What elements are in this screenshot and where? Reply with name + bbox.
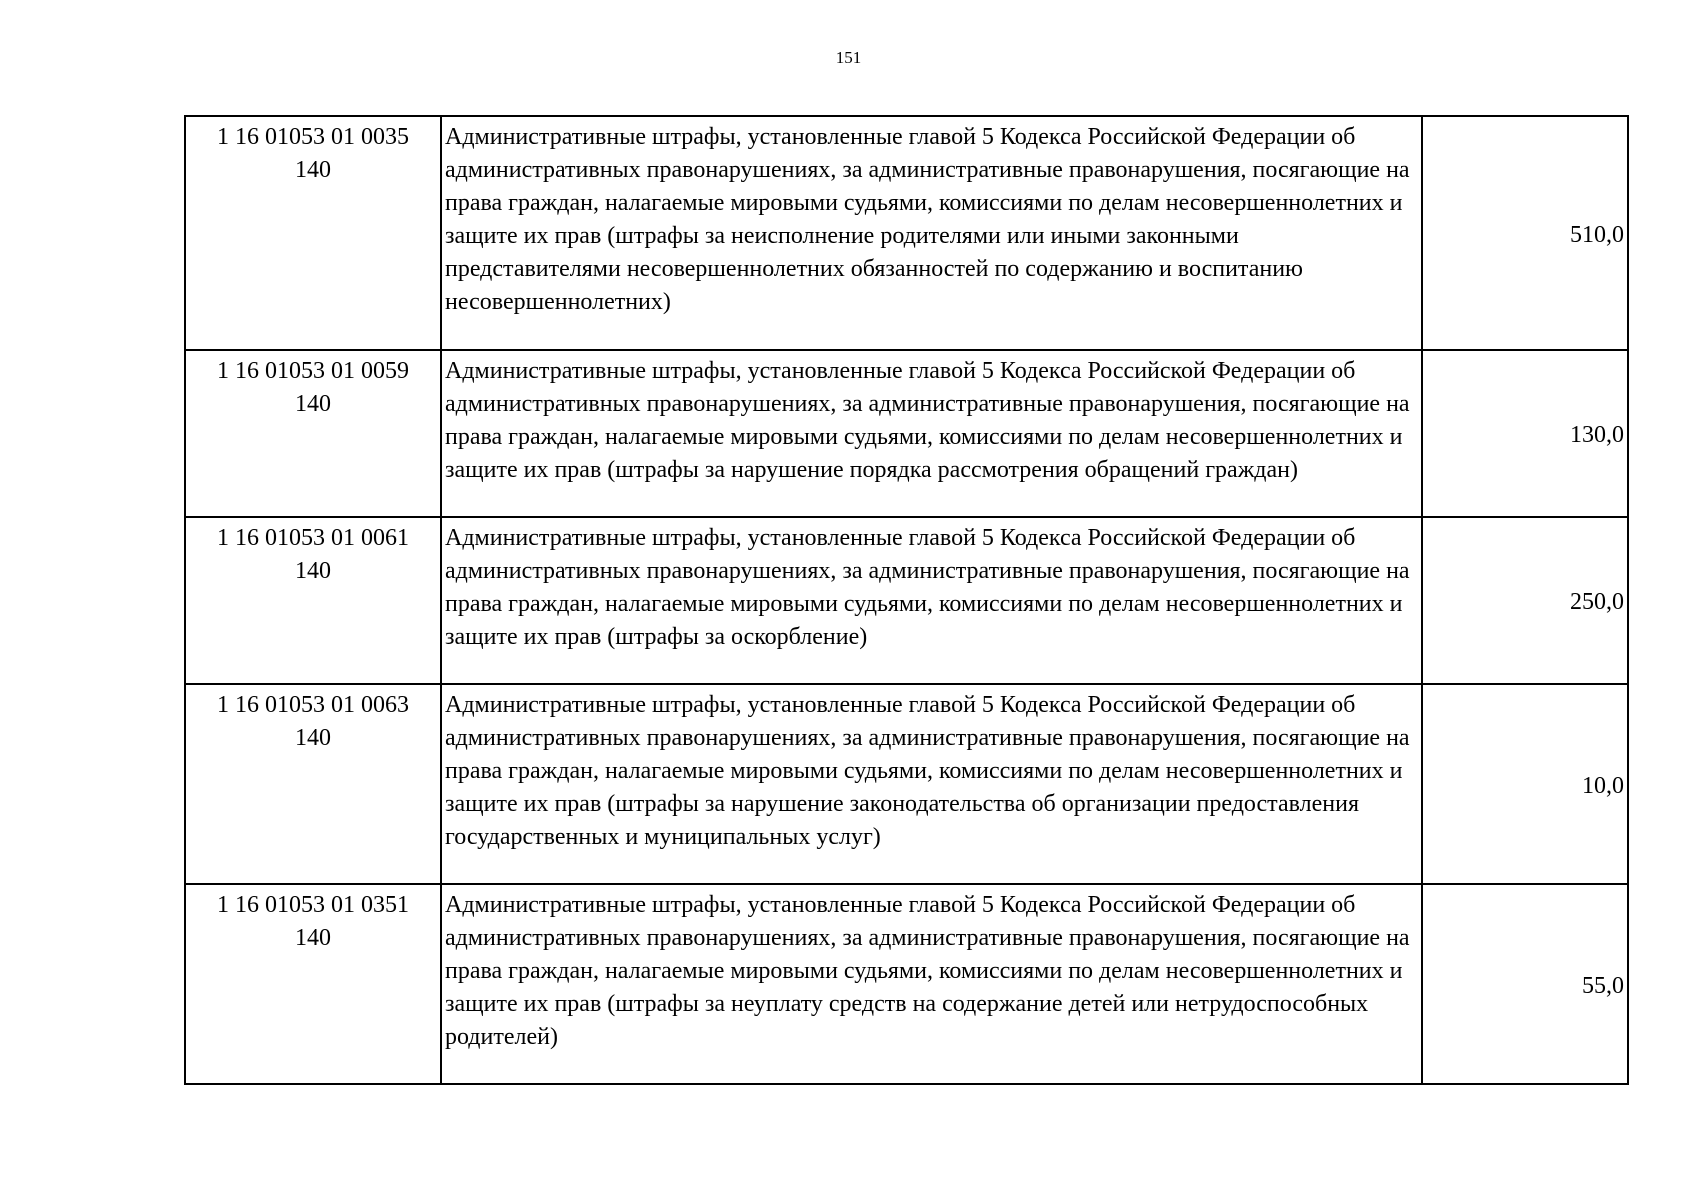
amount-cell: 10,0 [1422,684,1628,884]
amount-cell: 55,0 [1422,884,1628,1084]
page-number: 151 [835,48,862,67]
budget-code-line-1: 1 16 01053 01 0351 [217,892,409,918]
table-row [185,116,1628,350]
budget-code-table [184,115,1629,1085]
amount-cell: 510,0 [1422,116,1628,350]
budget-code-line-2: 140 [295,391,331,417]
amount-cell: 130,0 [1422,350,1628,517]
budget-code-line-1: 1 16 01053 01 0035 [217,124,409,150]
description-cell: Административные штрафы, установленные главой 5 Кодекса Российской Федерации об административных правонарушениях, за административные правонарушения, посягающие на права граждан, налагаемые мировыми судьями, комиссиями по делам несовершеннолетних и защите их прав (штрафы за неуплату средств на содержание детей или нетрудоспособных родителей) [441,884,1422,1084]
budget-code-cell [185,517,441,684]
budget-code-line-1: 1 16 01053 01 0061 [217,525,409,551]
budget-code-line-2: 140 [295,725,331,751]
description-cell: Административные штрафы, установленные главой 5 Кодекса Российской Федерации об административных правонарушениях, за административные правонарушения, посягающие на права граждан, налагаемые мировыми судьями, комиссиями по делам несовершеннолетних и защите их прав (штрафы за нарушение порядка рассмотрения обращений граждан) [441,350,1422,517]
table-row [185,684,1628,884]
table-row [185,350,1628,517]
budget-code-line-2: 140 [295,558,331,584]
budget-code-cell [185,116,441,350]
amount-cell: 250,0 [1422,517,1628,684]
budget-code-line-1: 1 16 01053 01 0063 [217,692,409,718]
budget-code-cell [185,884,441,1084]
budget-code-line-2: 140 [295,925,331,951]
budget-code-line-1: 1 16 01053 01 0059 [217,358,409,384]
description-cell: Административные штрафы, установленные главой 5 Кодекса Российской Федерации об административных правонарушениях, за административные правонарушения, посягающие на права граждан, налагаемые мировыми судьями, комиссиями по делам несовершеннолетних и защите их прав (штрафы за оскорбление) [441,517,1422,684]
budget-code-line-2: 140 [295,157,331,183]
table-row [185,517,1628,684]
budget-code-cell [185,350,441,517]
description-cell: Административные штрафы, установленные главой 5 Кодекса Российской Федерации об административных правонарушениях, за административные правонарушения, посягающие на права граждан, налагаемые мировыми судьями, комиссиями по делам несовершеннолетних и защите их прав (штрафы за нарушение законодательства об организации предоставления государственных и муниципальных услуг) [441,684,1422,884]
budget-code-cell [185,684,441,884]
description-cell: Административные штрафы, установленные главой 5 Кодекса Российской Федерации об административных правонарушениях, за административные правонарушения, посягающие на права граждан, налагаемые мировыми судьями, комиссиями по делам несовершеннолетних и защите их прав (штрафы за неисполнение родителями или иными законными представителями несовершеннолетних обязанностей по содержанию и воспитанию несовершеннолетних) [441,116,1422,350]
table-row [185,884,1628,1084]
